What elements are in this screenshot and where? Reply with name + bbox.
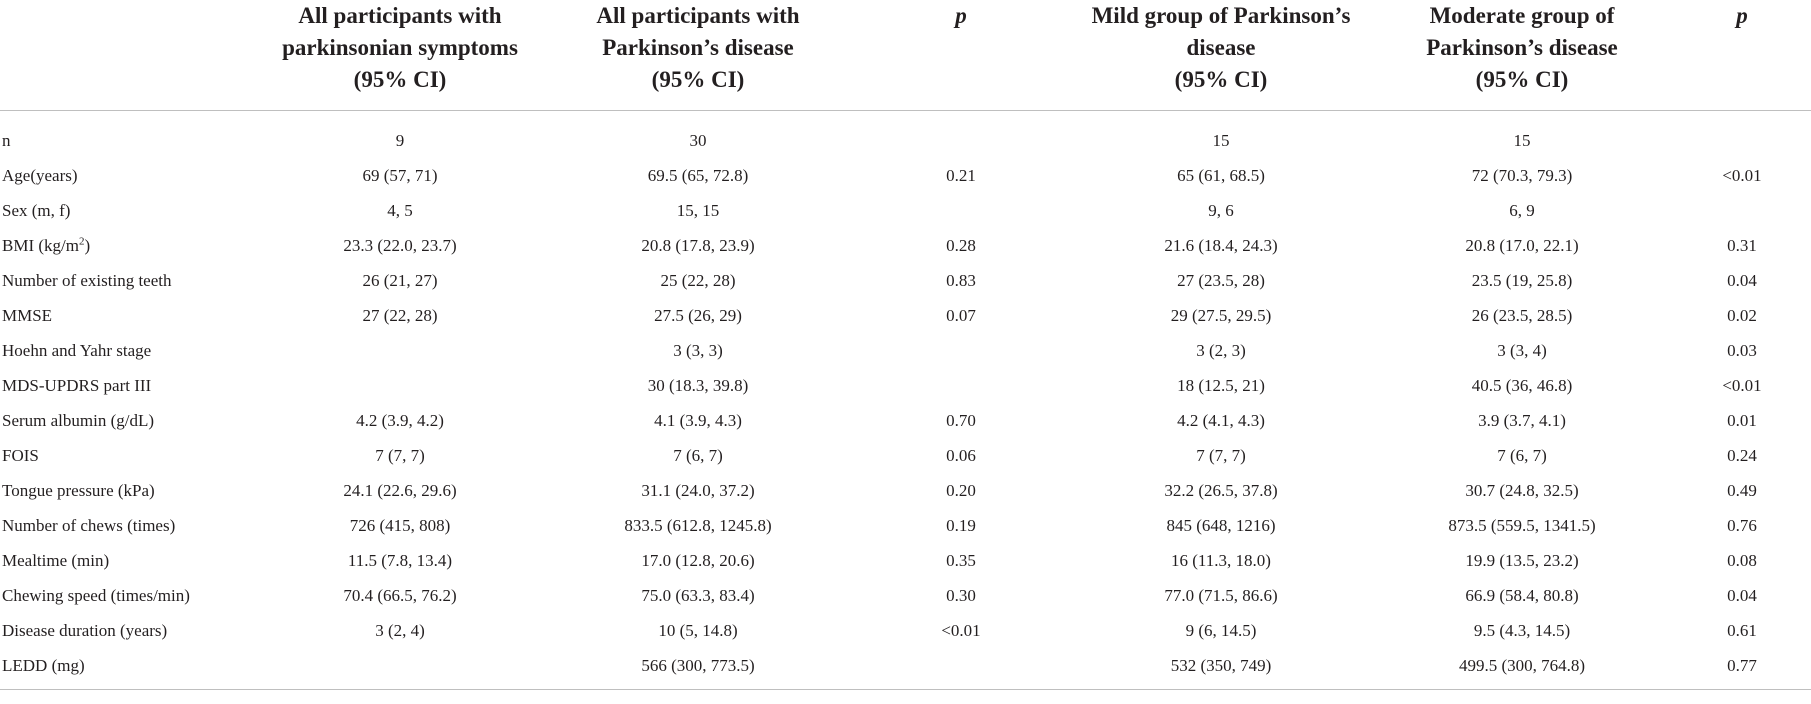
table-cell: 70.4 (66.5, 76.2) (343, 586, 457, 605)
table-cell: 0.21 (946, 166, 976, 185)
row-label: Age(years) (2, 166, 78, 185)
table-cell: 25 (22, 28) (660, 271, 736, 290)
table-cell: 0.04 (1727, 271, 1757, 290)
table-body (0, 111, 1811, 690)
table-cell: 0.03 (1727, 341, 1757, 360)
table-row (0, 578, 1811, 613)
row-label: Disease duration (years) (2, 621, 168, 640)
table-cell: 9 (6, 14.5) (1185, 621, 1257, 640)
table-cell: 3 (3, 3) (673, 341, 723, 360)
table-cell: 499.5 (300, 764.8) (1371, 648, 1673, 690)
table-cell (1673, 193, 1811, 228)
table-cell: 30.7 (24.8, 32.5) (1465, 481, 1579, 500)
table-cell: 7 (6, 7) (1497, 446, 1547, 465)
table-cell: 6, 9 (1509, 201, 1535, 220)
row-label: Sex (m, f) (2, 201, 71, 220)
table-row (0, 508, 1811, 543)
row-label: MDS-UPDRS part III (2, 376, 152, 395)
table-cell: 0.31 (1727, 236, 1757, 255)
table-cell: 40.5 (36, 46.8) (1471, 376, 1573, 395)
header-parkinsonian-symptoms: All participants with parkinsonian symptoms (95% CI) (255, 0, 545, 111)
table-cell: 18 (12.5, 21) (1177, 376, 1265, 395)
table-cell: 3 (3, 4) (1497, 341, 1547, 360)
table-cell (255, 333, 545, 368)
table-cell: 532 (350, 749) (1071, 648, 1371, 690)
table-row (0, 111, 1811, 159)
table-cell: 873.5 (559.5, 1341.5) (1448, 516, 1596, 535)
table-cell: 0.19 (946, 516, 976, 535)
table-cell: 0.61 (1727, 621, 1757, 640)
table-cell (851, 648, 1071, 690)
table-cell: 4.1 (3.9, 4.3) (654, 411, 742, 430)
table-cell: 3.9 (3.7, 4.1) (1478, 411, 1566, 430)
table-cell: 0.24 (1727, 446, 1757, 465)
table-cell: 9.5 (4.3, 14.5) (1473, 621, 1571, 640)
table-cell: 0.28 (946, 236, 976, 255)
table-cell: 4.2 (3.9, 4.2) (356, 411, 444, 430)
header-mild-group: Mild group of Parkinson’s disease (95% CI) (1071, 0, 1371, 111)
table-cell: 31.1 (24.0, 37.2) (641, 481, 755, 500)
row-label: LEDD (mg) (0, 648, 255, 690)
table-cell: 26 (21, 27) (362, 271, 438, 290)
table-cell: 0.06 (946, 446, 976, 465)
table-row (0, 543, 1811, 578)
table-cell: <0.01 (1722, 376, 1762, 395)
table-cell (255, 368, 545, 403)
table-cell: <0.01 (1722, 166, 1762, 185)
table-header-row (0, 0, 1811, 111)
row-label: Hoehn and Yahr stage (2, 341, 152, 360)
table-row (0, 438, 1811, 473)
table-cell: 69.5 (65, 72.8) (647, 166, 749, 185)
table-row (0, 368, 1811, 403)
table-row (0, 403, 1811, 438)
table-row (0, 473, 1811, 508)
row-label: Chewing speed (times/min) (2, 586, 190, 605)
row-label: Serum albumin (g/dL) (2, 411, 155, 430)
table-cell: 29 (27.5, 29.5) (1170, 306, 1272, 325)
table-row (0, 228, 1811, 263)
header-moderate-group: Moderate group of Parkinson’s disease (95% CI) (1371, 0, 1673, 111)
table-cell: 27 (23.5, 28) (1177, 271, 1265, 290)
row-label: Tongue pressure (kPa) (2, 481, 155, 500)
table-cell: 0.07 (946, 306, 976, 325)
table-cell: 23.3 (22.0, 23.7) (343, 236, 457, 255)
table-cell: 7 (7, 7) (375, 446, 425, 465)
table-cell: 7 (7, 7) (1196, 446, 1246, 465)
table-cell: 30 (689, 131, 707, 150)
table-cell: 7 (6, 7) (673, 446, 723, 465)
table-row (0, 333, 1811, 368)
table-cell: 17.0 (12.8, 20.6) (641, 551, 755, 570)
table-cell: 0.30 (946, 586, 976, 605)
header-p-value-2: p (1673, 0, 1811, 111)
table-cell: 3 (2, 3) (1196, 341, 1246, 360)
table-cell: 15, 15 (676, 201, 720, 220)
table-cell: 10 (5, 14.8) (658, 621, 738, 640)
table-cell: 9, 6 (1208, 201, 1234, 220)
table-cell: 77.0 (71.5, 86.6) (1164, 586, 1278, 605)
table-cell: 72 (70.3, 79.3) (1471, 166, 1573, 185)
table-cell (255, 648, 545, 690)
table-cell: 0.04 (1727, 586, 1757, 605)
header-blank (0, 0, 255, 111)
table-cell: 0.77 (1673, 648, 1811, 690)
table-cell: <0.01 (941, 621, 981, 640)
table-cell (851, 111, 1071, 159)
table-cell: 26 (23.5, 28.5) (1471, 306, 1573, 325)
table-cell: 845 (648, 1216) (1166, 516, 1276, 535)
table-cell: 15 (1513, 131, 1531, 150)
table-row (0, 648, 1811, 690)
table-cell: 75.0 (63.3, 83.4) (641, 586, 755, 605)
table-cell (851, 333, 1071, 368)
table-cell: 65 (61, 68.5) (1177, 166, 1265, 185)
table-row (0, 158, 1811, 193)
table-cell: 20.8 (17.8, 23.9) (641, 236, 755, 255)
table-cell: 833.5 (612.8, 1245.8) (624, 516, 772, 535)
table-cell: 66.9 (58.4, 80.8) (1465, 586, 1579, 605)
table-row (0, 298, 1811, 333)
table-cell: 0.20 (946, 481, 976, 500)
table-cell (851, 368, 1071, 403)
table-cell: 19.9 (13.5, 23.2) (1465, 551, 1579, 570)
row-label: n (2, 131, 11, 150)
table-cell: 69 (57, 71) (362, 166, 438, 185)
table-cell: 27 (22, 28) (362, 306, 438, 325)
table-cell: 27.5 (26, 29) (654, 306, 742, 325)
table-cell: 0.08 (1727, 551, 1757, 570)
table-cell: 23.5 (19, 25.8) (1471, 271, 1573, 290)
row-label: BMI $(kg/m^2)$ (2, 235, 91, 255)
row-label: FOIS (2, 446, 39, 465)
table-row (0, 193, 1811, 228)
table-cell: 0.76 (1727, 516, 1757, 535)
table-cell: 20.8 (17.0, 22.1) (1465, 236, 1579, 255)
table-cell: 0.02 (1727, 306, 1757, 325)
table-cell: 21.6 (18.4, 24.3) (1164, 236, 1278, 255)
table-cell: 0.70 (946, 411, 976, 430)
header-p-value-1: p (851, 0, 1071, 111)
table-cell: 0.01 (1727, 411, 1757, 430)
row-label: Number of chews (times) (2, 516, 176, 535)
table-cell: 4, 5 (387, 201, 413, 220)
table-cell: 16 (11.3, 18.0) (1171, 551, 1271, 570)
table-cell: 3 (2, 4) (375, 621, 425, 640)
table-cell: 566 (300, 773.5) (545, 648, 851, 690)
table-cell: 11.5 (7.8, 13.4) (347, 551, 453, 570)
table-row (0, 613, 1811, 648)
row-label: MMSE (2, 306, 53, 325)
table-cell: 4.2 (4.1, 4.3) (1177, 411, 1265, 430)
header-parkinsons-disease: All participants with Parkinson’s disease (95% CI) (545, 0, 851, 111)
table-cell: 24.1 (22.6, 29.6) (343, 481, 457, 500)
table-cell: 9 (395, 131, 405, 150)
table-cell: 0.35 (946, 551, 976, 570)
row-label: Number of existing teeth (2, 271, 172, 290)
table-row (0, 263, 1811, 298)
table-cell: 726 (415, 808) (349, 516, 451, 535)
table-cell: 0.49 (1727, 481, 1757, 500)
table-cell: 30 (18.3, 39.8) (647, 376, 749, 395)
row-label: Mealtime (min) (2, 551, 110, 570)
table-cell: 32.2 (26.5, 37.8) (1164, 481, 1278, 500)
table-cell (1673, 111, 1811, 159)
table-cell (851, 193, 1071, 228)
table-cell: 15 (1212, 131, 1230, 150)
table-cell: 0.83 (946, 271, 976, 290)
